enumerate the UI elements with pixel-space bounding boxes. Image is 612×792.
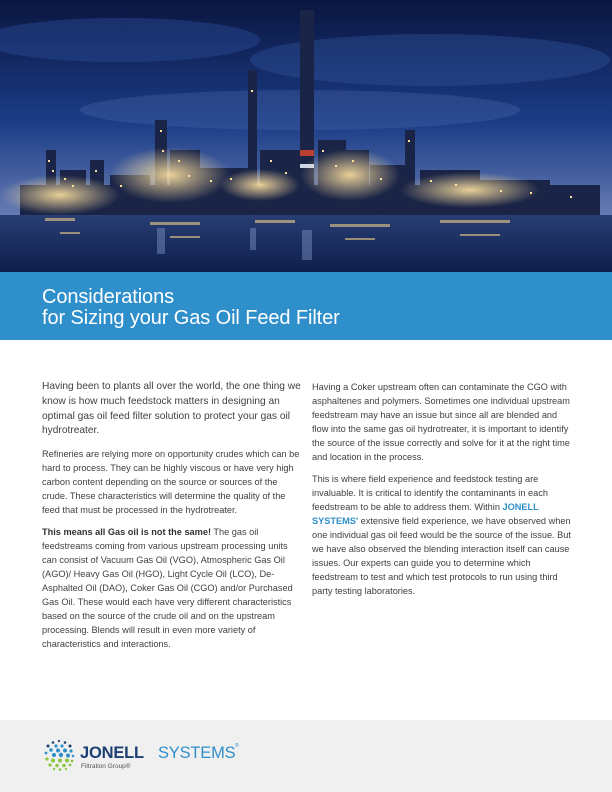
page-title-line-2: for Sizing your Gas Oil Feed Filter bbox=[42, 307, 340, 329]
intro-paragraph: Having been to plants all over the world, the one thing we know is how much feedstock matters in designing an optimal gas oil feed filter solution to protect your gas oil hydrotreater. bbox=[42, 381, 301, 437]
dot-sphere-icon bbox=[42, 738, 76, 772]
gas-oil-text: The gas oil feedstreams coming from various upstream processing units can consist of Vacuum Gas Oil (VGO), Atmospheric Gas Oil (AGO)/ Heavy Gas Oil (HGO), Light Cycle Oil (LCO), De-Asphalted Oil (DAO), Coker Gas Oil (CGO) and/or Purchased Gas Oil. These would each have very different characteristics based on the source of the crude oil and on the upstream processing. Blends will result in even more variety of characteristics and interactions. bbox=[42, 527, 293, 650]
field-experience-text-1: This is where field experience and feedstock testing are invaluable. It is critical to identify the contaminants in each feedstream to be able to address them. Within bbox=[312, 474, 548, 512]
logo-subtitle: Filtration Group® bbox=[81, 763, 131, 770]
crudes-paragraph: Refineries are relying more on opportunity crudes which can be hard to process. They can be highly viscous or have very high carbon content depending on the source or sources of the crude. These characteristics will determine the quality of the feed that must be processed in the hydrotreater. bbox=[42, 449, 300, 516]
logo-registered-mark: ® bbox=[235, 743, 239, 749]
field-experience-paragraph bbox=[312, 472, 574, 598]
hero-image bbox=[0, 0, 612, 272]
coker-paragraph: Having a Coker upstream often can contaminate the CGO with asphaltenes and polymers. Sometimes one individual upstream feedstream may have an issue but since all are blended and flow into the same gas oil hydrotreater, it is important to identify the source of the issue correctly and solve for it at the right time and location in the process. bbox=[312, 382, 570, 462]
gas-oil-paragraph bbox=[42, 525, 304, 651]
brand-name-inline: JONELL SYSTEMS' bbox=[312, 502, 539, 526]
field-experience-text-2: extensive field experience, we have observed when one individual gas oil feed would be the source of the issue. But we have also observed the blending interaction itself can cause issues. Our experts can guide you to determine which feedstream to test and which test protocols to run using third party testing laboratories. bbox=[312, 516, 571, 596]
company-logo bbox=[42, 738, 242, 778]
logo-wordmark-systems: SYSTEMS bbox=[158, 744, 236, 762]
gas-oil-emphasis: This means all Gas oil is not the same! bbox=[42, 527, 211, 538]
page-title-line-1: Considerations bbox=[42, 286, 175, 308]
logo-wordmark-jonell: JONELL bbox=[80, 744, 144, 762]
left-column bbox=[42, 380, 304, 659]
refinery-night-photo bbox=[0, 0, 612, 272]
title-banner bbox=[0, 272, 612, 340]
footer bbox=[0, 720, 612, 792]
right-column bbox=[312, 380, 574, 606]
